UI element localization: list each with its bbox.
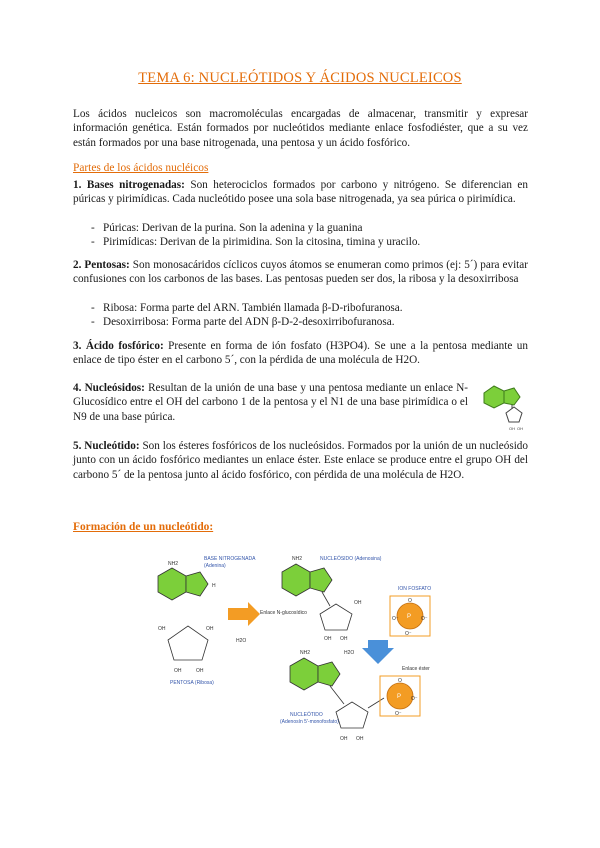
partes-heading-text: Partes de los ácidos nucléicos bbox=[73, 162, 209, 174]
formacion-heading: Formación de un nucleótido: bbox=[73, 521, 214, 533]
nucleotide-o-bottom: O⁻ bbox=[395, 711, 402, 717]
phosphate-o-right: O⁻ bbox=[421, 616, 428, 622]
mini-pentose-ring bbox=[506, 407, 522, 422]
nucleotido-text: Son los ésteres fosfóricos de los nucleósidos. Formados por la unión de un nucleósido junto con un ácido fosfórico mediantes un enlace éster. Este enlace se produce entre el grupo OH del carbono 5´ de la pentosa junto al ácido fosfórico, con pérdida de una molécula de H2O. bbox=[73, 440, 528, 481]
pentose-oh-4: OH bbox=[196, 668, 204, 674]
nucleotide-o-top: O bbox=[398, 678, 402, 684]
base-adenine bbox=[158, 556, 256, 600]
mini-oh-1: OH bbox=[509, 426, 515, 431]
base-label: BASE NITROGENADA bbox=[204, 556, 256, 562]
arrow-icon bbox=[228, 602, 260, 626]
nucleotide-oh-a: OH bbox=[340, 736, 348, 742]
intro-paragraph: Los ácidos nucleicos son macromoléculas encargadas de almacenar, transmitir y expresar información genética. Están formados por nucleótidos mediante enlace fosfodiéster, que a su vez están formados por una base nitrogenada, una pentosa y un ácido fosfórico. bbox=[73, 108, 528, 149]
fosfato-label: ION FOSFATO bbox=[398, 586, 432, 592]
nucleotido-label: 5. Nucleótido: bbox=[73, 440, 140, 452]
phosphate-p: P bbox=[407, 614, 412, 620]
bases-text: Son heterociclos formados por carbono y nitrógeno. Se diferencian en púricas y pirimídicas. Cada nucleótido posee una sola base nitrogenada, ya sea púrica o pirimídica. bbox=[73, 179, 528, 206]
nucleotide-nh2: NH2 bbox=[300, 650, 311, 656]
fosforico-label: 3. Ácido fosfórico: bbox=[73, 340, 164, 352]
nucleotide-o-right: O⁻ bbox=[411, 696, 418, 702]
bases-paragraph bbox=[73, 178, 528, 207]
h2o-2: H2O bbox=[344, 650, 355, 656]
fosforico-paragraph bbox=[73, 339, 528, 368]
pentosas-list bbox=[73, 301, 513, 330]
h2o-1: H2O bbox=[236, 638, 247, 644]
page-title: TEMA 6: NUCLEÓTIDOS Y ÁCIDOS NUCLEICOS bbox=[138, 70, 462, 86]
fosforico-text: Presente en forma de ión fosfato (H3PO4). Se une a la pentosa mediante un enlace de tipo éster en el carbono 5´, con la pérdida de una molécula de H2O. bbox=[73, 340, 528, 367]
nucleotide-oh-b: OH bbox=[356, 736, 364, 742]
nucleosidos-label: 4. Nucleósidos: bbox=[73, 382, 145, 394]
base-sub: (Adenina) bbox=[204, 563, 226, 569]
nucleoside-oh-b: OH bbox=[340, 636, 348, 642]
nucleosidos-text: Resultan de la unión de una base y una pentosa mediante un enlace N-Glucosídico entre el OH del carbono 1 de la pentosa y el N1 de una base pirimídica o el N9 de una base púrica. bbox=[73, 382, 468, 423]
phosphate-o-bottom: O⁻ bbox=[405, 631, 412, 637]
pentose-ribose bbox=[158, 626, 214, 686]
mini-base-ring-2 bbox=[504, 388, 520, 405]
bases-list bbox=[73, 221, 513, 250]
nucleotide-p: P bbox=[397, 694, 402, 700]
pentose-oh-3: OH bbox=[174, 668, 182, 674]
pentosas-label: 2. Pentosas: bbox=[73, 259, 130, 271]
nucleoside-oh-5: OH bbox=[354, 600, 362, 606]
phosphate-ion bbox=[390, 586, 431, 637]
nucleotide-sub: (Adenosín 5'-monofosfato) bbox=[280, 719, 339, 725]
nucleotide bbox=[280, 650, 430, 742]
mini-base-ring bbox=[484, 386, 504, 408]
nucleoside-nh2: NH2 bbox=[292, 556, 303, 562]
nucleotido-paragraph bbox=[73, 439, 528, 482]
bases-label: 1. Bases nitrogenadas: bbox=[73, 179, 185, 191]
formation-diagram bbox=[140, 548, 480, 748]
nucleoside bbox=[260, 555, 382, 642]
enlace-ester-label: Enlace éster bbox=[402, 666, 430, 672]
partes-heading bbox=[73, 162, 208, 174]
base-h: H bbox=[212, 583, 216, 589]
nucleoside-label: NUCLEÓSIDO (Adenosina) bbox=[320, 556, 382, 562]
phosphate-o-left: O⁻ bbox=[392, 616, 399, 622]
nucleoside-oh-a: OH bbox=[324, 636, 332, 642]
pentosas-paragraph bbox=[73, 258, 528, 287]
list-item: - Ribosa: Forma parte del ARN. También llamada β-D-ribofuranosa. bbox=[73, 301, 513, 315]
down-arrow-icon bbox=[362, 640, 394, 664]
phosphate-o-top: O bbox=[408, 598, 412, 604]
nucleotide-label: NUCLEÓTIDO bbox=[290, 712, 323, 718]
enlace-n-label: Enlace N-glucosídico bbox=[260, 610, 307, 616]
pentose-oh-1: OH bbox=[158, 626, 166, 632]
list-item: - Desoxirribosa: Forma parte del ADN β-D-2-desoxirribofuranosa. bbox=[73, 315, 513, 329]
nucleoside-mini-illustration bbox=[476, 373, 536, 435]
list-item: - Púricas: Derivan de la purina. Son la adenina y la guanina bbox=[73, 221, 513, 235]
mini-oh-2: OH bbox=[517, 426, 523, 431]
nucleosidos-paragraph bbox=[73, 381, 468, 424]
pentosas-text: Son monosacáridos cíclicos cuyos átomos se enumeran como primos (ej: 5´) para evitar confusiones con los carbonos de las bases. Las pentosas pueden ser dos, la ribosa y la desoxirribosa bbox=[73, 259, 528, 286]
list-item: - Pirimídicas: Derivan de la pirimidina. Son la citosina, timina y uracilo. bbox=[73, 235, 513, 249]
pentose-oh-2: OH bbox=[206, 626, 214, 632]
pentose-label: PENTOSA (Ribosa) bbox=[170, 680, 214, 686]
base-nh2: NH2 bbox=[168, 561, 179, 567]
